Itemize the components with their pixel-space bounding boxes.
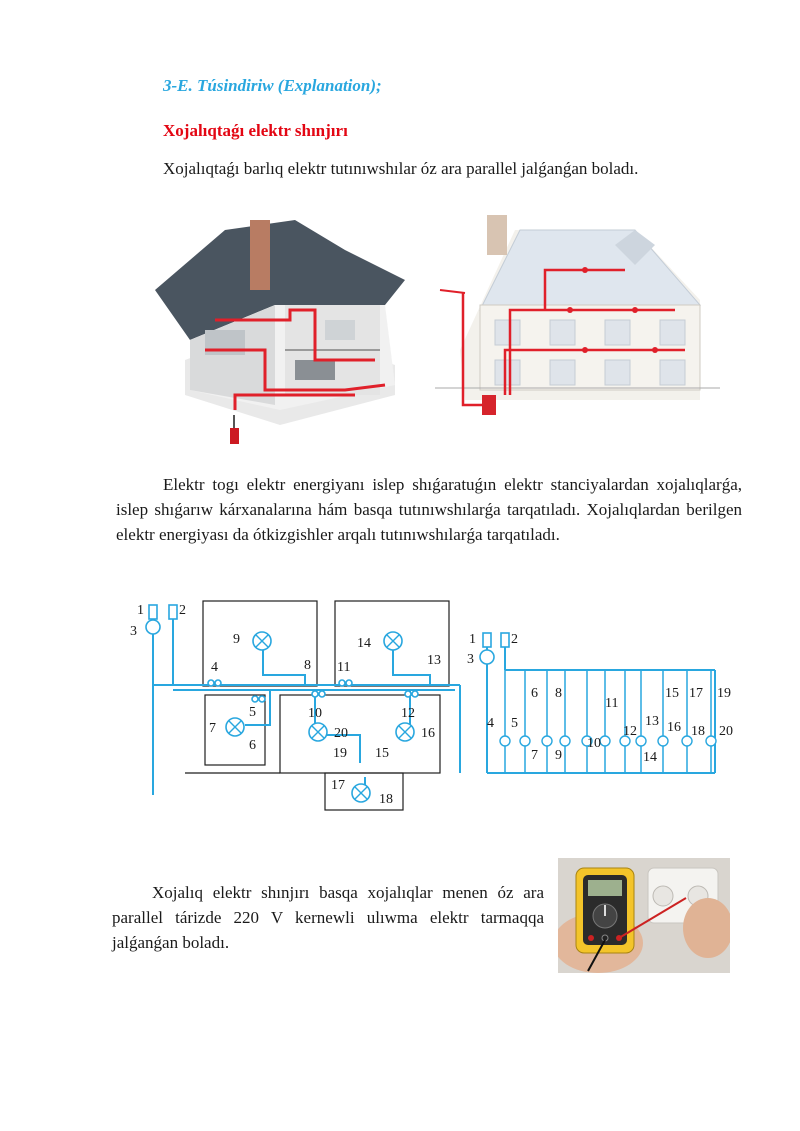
left-label-7: 7 <box>209 721 216 736</box>
left-label-1: 1 <box>137 603 144 618</box>
left-label-2: 2 <box>179 603 186 618</box>
right-label-16: 16 <box>667 720 681 735</box>
right-label-11: 11 <box>605 696 619 711</box>
right-label-6: 6 <box>531 686 538 701</box>
left-label-20: 20 <box>334 726 348 741</box>
left-label-16: 16 <box>421 726 435 741</box>
schematic-lamp <box>520 736 530 746</box>
right-label-17: 17 <box>689 686 703 701</box>
right-label-4: 4 <box>487 716 494 731</box>
left-label-4: 4 <box>211 660 218 675</box>
right-label-18: 18 <box>691 724 705 739</box>
left-label-13: 13 <box>427 653 441 668</box>
right-label-2: 2 <box>511 632 518 647</box>
schematic-lamp <box>542 736 552 746</box>
right-label-14: 14 <box>643 750 657 765</box>
left-label-9: 9 <box>233 632 240 647</box>
schematic-lamp <box>500 736 510 746</box>
left-label-12: 12 <box>401 706 415 721</box>
left-label-3: 3 <box>130 624 137 639</box>
distribution-paragraph: Elektr togı elektr energiyanı islep shıǵaratuǵın elektr stanciyalardan xojalıqlarǵa, islep shıǵarıw kárxanalarına hám basqa tutınıwshılarǵa tarqatıladı. Xojalıqlardan berilgen elektr energiyası da ótkizgishler arqalı tutınıwshılarǵa tarqatıladı. <box>116 475 742 544</box>
left-label-14: 14 <box>357 636 371 651</box>
house-wiring-illustration <box>435 210 720 450</box>
left-label-11: 11 <box>337 660 351 675</box>
right-label-3: 3 <box>467 652 474 667</box>
right-label-12: 12 <box>623 724 637 739</box>
schematic-lamp <box>600 736 610 746</box>
household-circuit-layout-diagram <box>125 595 470 815</box>
left-label-6: 6 <box>249 738 256 753</box>
multimeter-photo <box>558 858 730 973</box>
left-label-5: 5 <box>249 705 256 720</box>
left-label-17: 17 <box>331 778 345 793</box>
schematic-lamp <box>636 736 646 746</box>
house-cutaway-illustration <box>145 210 415 455</box>
right-label-8: 8 <box>555 686 562 701</box>
intro-paragraph: Xojalıqtaǵı barlıq elektr tutınıwshılar óz ara parallel jalǵanǵan boladı. <box>163 159 639 178</box>
schematic-lamp <box>706 736 716 746</box>
left-label-19: 19 <box>333 746 347 761</box>
right-label-7: 7 <box>531 748 538 763</box>
right-label-20: 20 <box>719 724 733 739</box>
left-label-15: 15 <box>375 746 389 761</box>
right-label-19: 19 <box>717 686 731 701</box>
right-label-10: 10 <box>587 736 601 751</box>
section-heading: 3-E. Túsindiriw (Explanation); <box>163 76 382 95</box>
schematic-lamp <box>658 736 668 746</box>
schematic-lamp <box>560 736 570 746</box>
right-label-9: 9 <box>555 748 562 763</box>
right-label-5: 5 <box>511 716 518 731</box>
network-paragraph: Xojalıq elektr shınjırı basqa xojalıqlar menen óz ara parallel tárizde 220 V kernewli ulıwma elektr tarmaqqa jalǵanǵan boladı. <box>112 883 544 952</box>
right-label-15: 15 <box>665 686 679 701</box>
parallel-circuit-schematic <box>465 625 745 780</box>
right-label-1: 1 <box>469 632 476 647</box>
left-label-8: 8 <box>304 658 311 673</box>
subheading: Xojalıqtaǵı elektr shınjırı <box>163 121 348 140</box>
left-label-10: 10 <box>308 706 322 721</box>
right-label-13: 13 <box>645 714 659 729</box>
left-label-18: 18 <box>379 792 393 807</box>
